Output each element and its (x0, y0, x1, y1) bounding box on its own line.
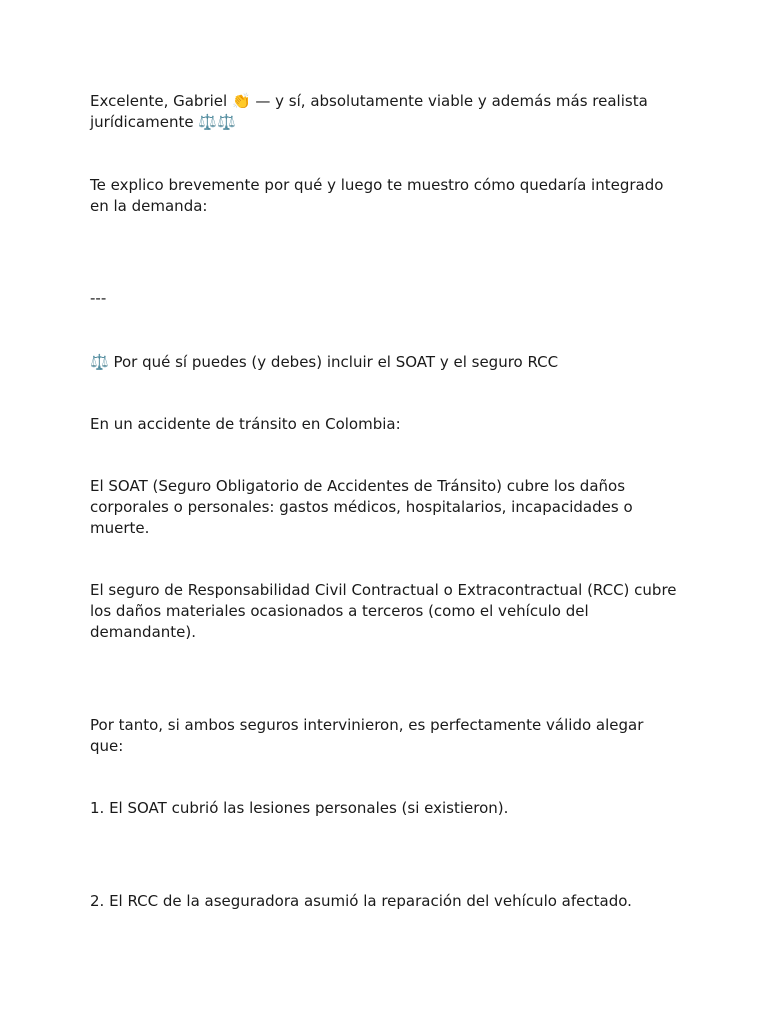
greeting-paragraph: Excelente, Gabriel 👏 — y sí, absolutamente viable y además más realista jurídicamente ⚖️⚖️ (90, 92, 648, 131)
list-item-1: 1. El SOAT cubrió las lesiones personales (si existieron). (90, 799, 509, 817)
intro-paragraph: Te explico brevemente por qué y luego te muestro cómo quedaría integrado en la demanda: (90, 176, 664, 215)
rcc-paragraph: El seguro de Responsabilidad Civil Contractual o Extracontractual (RCC) cubre los daños materiales ocasionados a terceros (como el vehículo del demandante). (90, 581, 677, 641)
separator: --- (90, 289, 107, 307)
list-item-2: 2. El RCC de la aseguradora asumió la reparación del vehículo afectado. (90, 892, 632, 910)
section-heading: ⚖️ Por qué sí puedes (y debes) incluir el SOAT y el seguro RCC (90, 353, 559, 371)
soat-paragraph: El SOAT (Seguro Obligatorio de Accidentes de Tránsito) cubre los daños corporales o personales: gastos médicos, hospitalarios, incapacidades o muerte. (90, 477, 633, 537)
context-paragraph: En un accidente de tránsito en Colombia: (90, 415, 401, 433)
conclusion-paragraph: Por tanto, si ambos seguros intervinieron, es perfectamente válido alegar que: (90, 716, 644, 755)
